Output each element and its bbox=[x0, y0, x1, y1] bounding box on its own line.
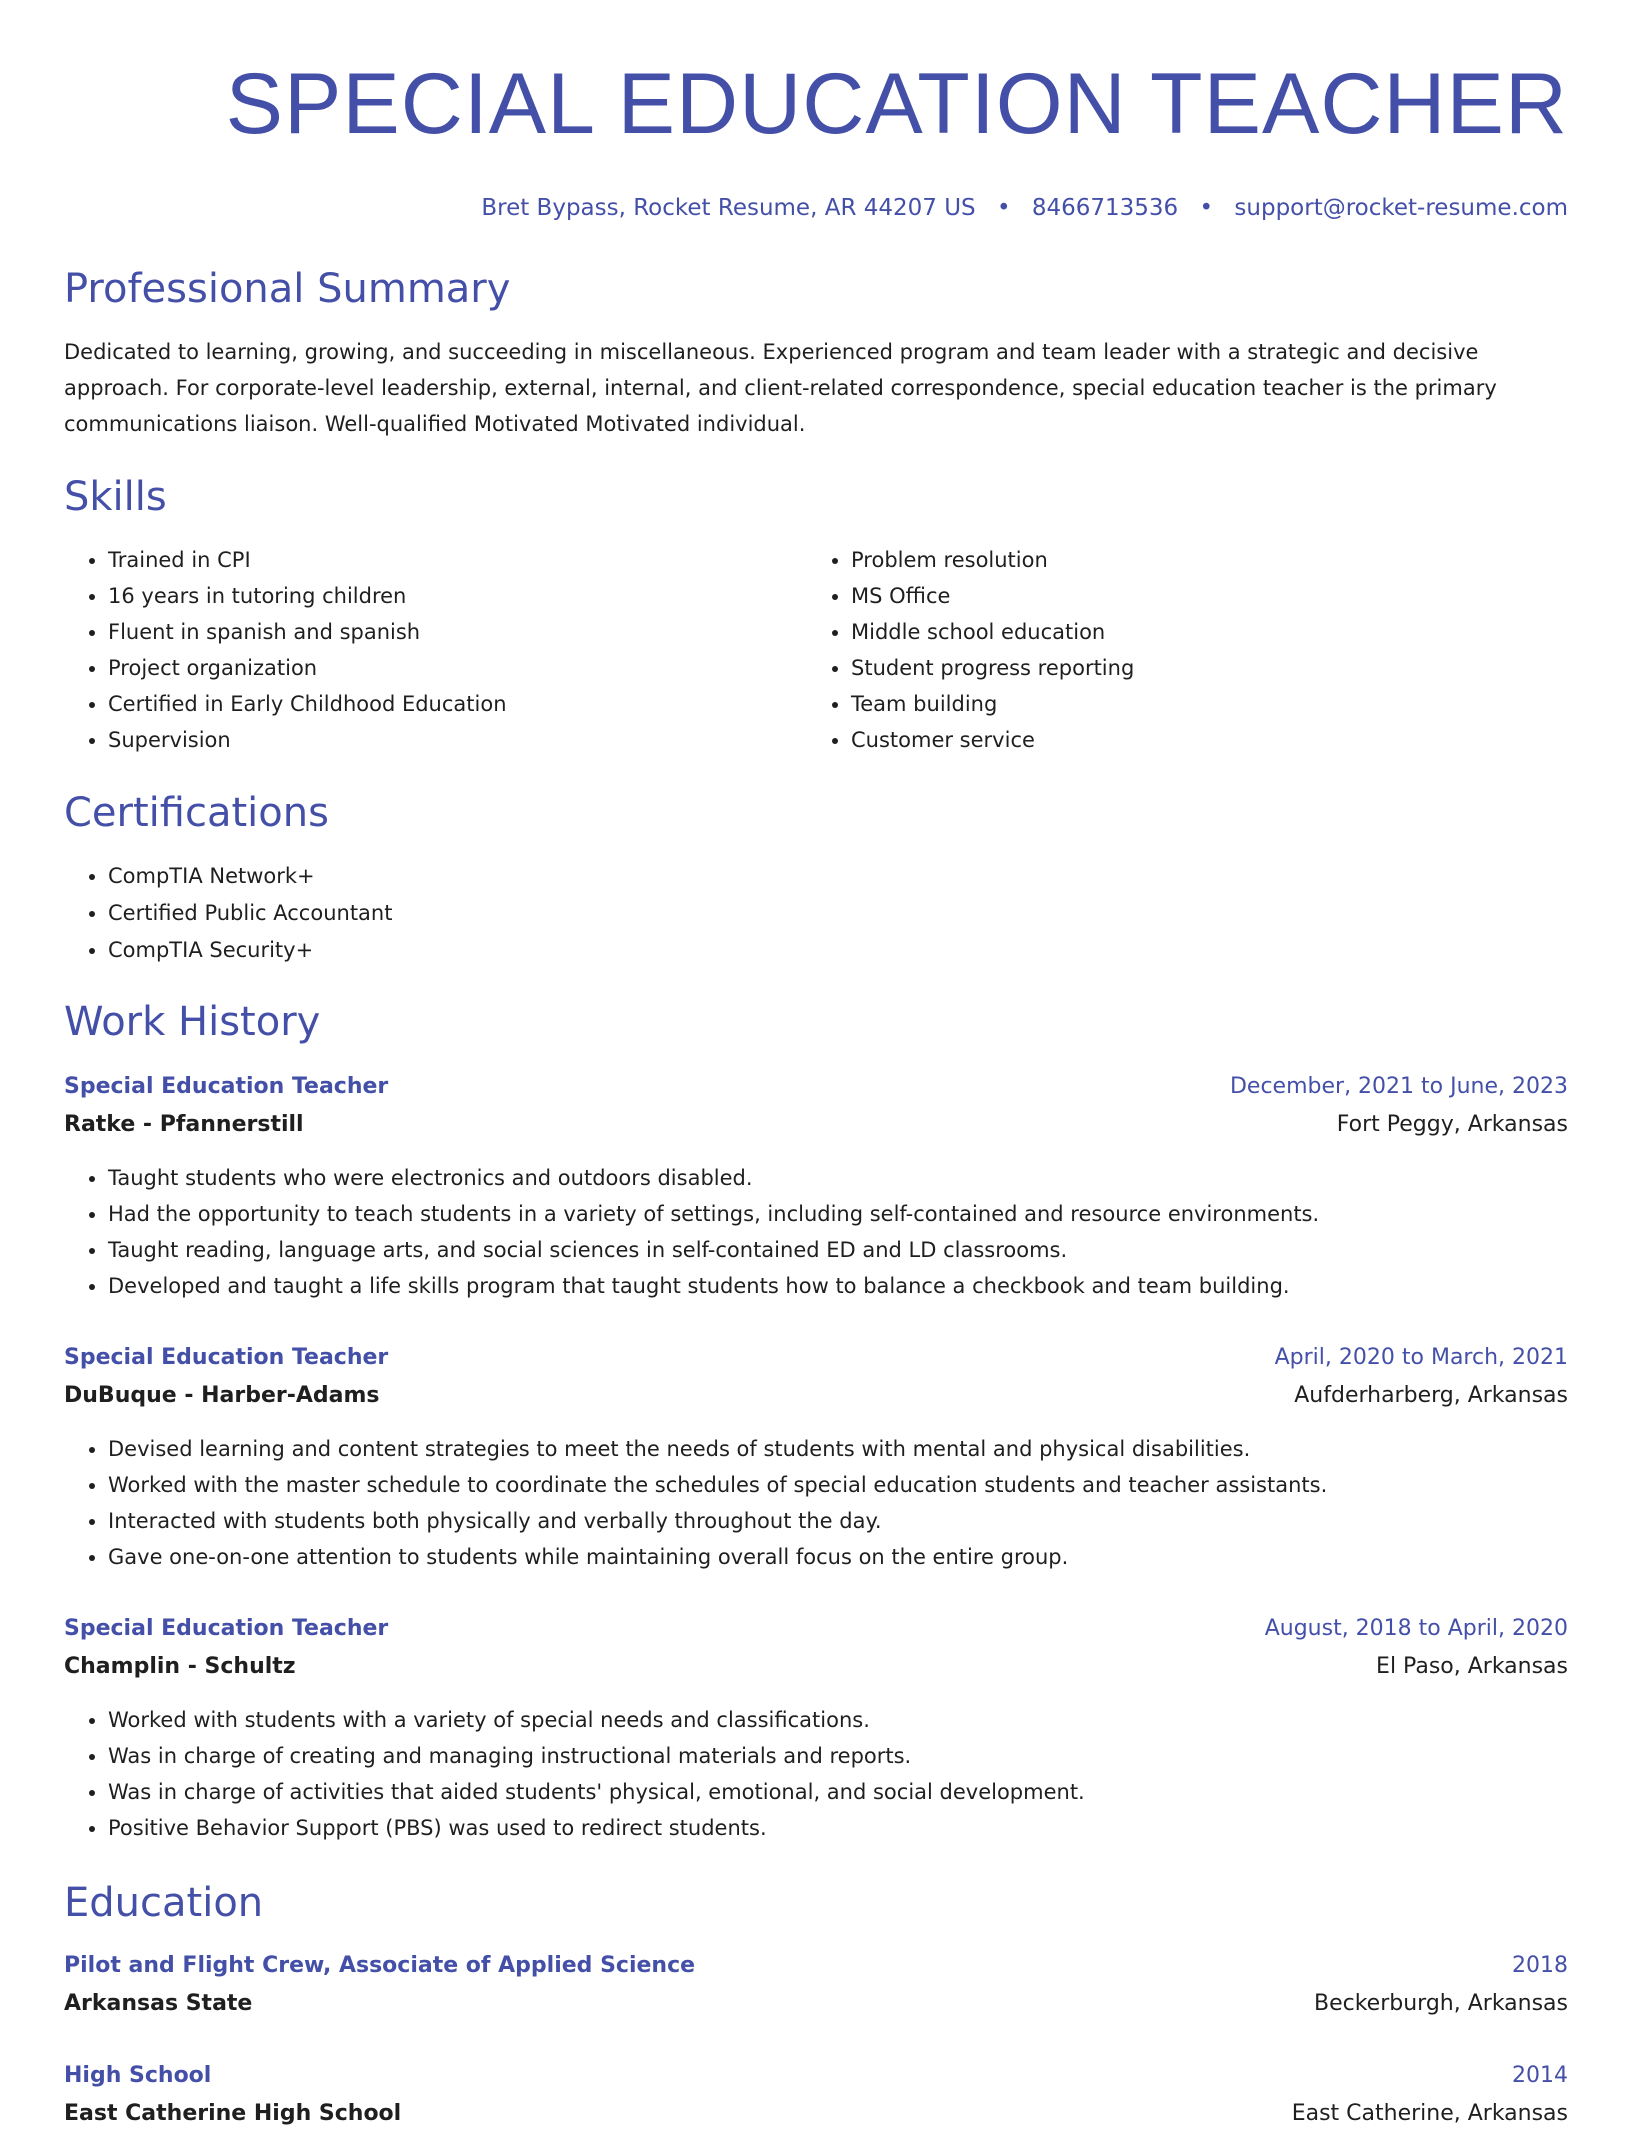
job-entry bbox=[64, 1068, 1568, 1304]
section-title-education: Education bbox=[64, 1880, 264, 1926]
skills-list-right bbox=[807, 542, 1551, 758]
skill-item: • Customer service bbox=[851, 722, 1551, 758]
education-year: 2018 bbox=[1512, 1953, 1568, 1978]
contact-separator: • bbox=[996, 195, 1011, 221]
job-bullet: • Positive Behavior Support (PBS) was used to redirect students. bbox=[108, 1810, 1568, 1846]
section-title-work-history: Work History bbox=[64, 999, 321, 1045]
skills-list-left bbox=[64, 542, 808, 758]
education-location: Beckerburgh, Arkansas bbox=[1314, 1991, 1568, 2016]
job-bullet: • Worked with the master schedule to coordinate the schedules of special education students and teacher assistants. bbox=[108, 1467, 1568, 1503]
contact-address: Bret Bypass, Rocket Resume, AR 44207 US bbox=[481, 195, 976, 221]
job-bullet: • Was in charge of creating and managing instructional materials and reports. bbox=[108, 1738, 1568, 1774]
skill-item: • Student progress reporting bbox=[851, 650, 1551, 686]
resume-page bbox=[64, 0, 1568, 2126]
section-title-certifications: Certifications bbox=[64, 790, 329, 836]
job-bullet: • Taught reading, language arts, and social sciences in self-contained ED and LD classrooms. bbox=[108, 1232, 1568, 1268]
education-school: Arkansas State bbox=[64, 1991, 253, 2016]
education-school: East Catherine High School bbox=[64, 2101, 402, 2126]
job-dates: December, 2021 to June, 2023 bbox=[1229, 1074, 1568, 1099]
skill-item: • Fluent in spanish and spanish bbox=[108, 614, 808, 650]
job-employer: DuBuque - Harber-Adams bbox=[64, 1383, 380, 1408]
summary-text: Dedicated to learning, growing, and succeeding in miscellaneous. Experienced program and team leader with a strategic and decisive approach. For corporate-level leadership, external, internal, and client-related correspondence, special education teacher is the primary communications liaison. Well-qualified Motivated Motivated individual. bbox=[64, 340, 1497, 436]
job-employer: Ratke - Pfannerstill bbox=[64, 1112, 304, 1137]
job-bullets bbox=[64, 1431, 1568, 1575]
contact-separator: • bbox=[1199, 195, 1214, 221]
skill-item: • Certified in Early Childhood Education bbox=[108, 686, 808, 722]
job-bullet: • Worked with students with a variety of special needs and classifications. bbox=[108, 1702, 1568, 1738]
skill-item: • Problem resolution bbox=[851, 542, 1551, 578]
section-title-skills: Skills bbox=[64, 474, 167, 520]
job-dates: April, 2020 to March, 2021 bbox=[1274, 1345, 1568, 1370]
job-location: Fort Peggy, Arkansas bbox=[1336, 1112, 1568, 1137]
certification-item: • CompTIA Security+ bbox=[108, 932, 392, 969]
job-bullet: • Taught students who were electronics and outdoors disabled. bbox=[108, 1160, 1568, 1196]
skill-item: • Middle school education bbox=[851, 614, 1551, 650]
job-employer: Champlin - Schultz bbox=[64, 1654, 296, 1679]
certification-item: • CompTIA Network+ bbox=[108, 858, 392, 895]
job-bullet: • Developed and taught a life skills program that taught students how to balance a checkbook and team building. bbox=[108, 1268, 1568, 1304]
contact-phone: 8466713536 bbox=[1031, 195, 1179, 221]
job-bullet: • Had the opportunity to teach students in a variety of settings, including self-contained and resource environments. bbox=[108, 1196, 1568, 1232]
resume-name: SPECIAL EDUCATION TEACHER bbox=[225, 56, 1568, 152]
contact-email: support@rocket-resume.com bbox=[1234, 195, 1568, 221]
section-title-summary: Professional Summary bbox=[64, 266, 511, 312]
certification-item: • Certified Public Accountant bbox=[108, 895, 392, 932]
job-bullet: • Interacted with students both physically and verbally throughout the day. bbox=[108, 1503, 1568, 1539]
education-degree: High School bbox=[64, 2063, 212, 2088]
certifications-list bbox=[64, 858, 392, 969]
job-entry bbox=[64, 1339, 1568, 1575]
education-location: East Catherine, Arkansas bbox=[1291, 2101, 1568, 2126]
job-bullet: • Devised learning and content strategies to meet the needs of students with mental and physical disabilities. bbox=[108, 1431, 1568, 1467]
skill-item: • 16 years in tutoring children bbox=[108, 578, 808, 614]
skill-item: • Trained in CPI bbox=[108, 542, 808, 578]
job-location: Aufderharberg, Arkansas bbox=[1294, 1383, 1568, 1408]
skill-item: • Team building bbox=[851, 686, 1551, 722]
job-dates: August, 2018 to April, 2020 bbox=[1264, 1616, 1568, 1641]
skill-item: • Project organization bbox=[108, 650, 808, 686]
job-bullet: • Was in charge of activities that aided students' physical, emotional, and social development. bbox=[108, 1774, 1568, 1810]
education-year: 2014 bbox=[1512, 2063, 1568, 2088]
skill-item: • Supervision bbox=[108, 722, 808, 758]
education-entry bbox=[64, 2057, 1568, 2133]
job-entry bbox=[64, 1610, 1568, 1846]
job-location: El Paso, Arkansas bbox=[1376, 1654, 1568, 1679]
education-entry bbox=[64, 1947, 1568, 2023]
job-bullets bbox=[64, 1160, 1568, 1304]
job-bullets bbox=[64, 1702, 1568, 1846]
contact-line bbox=[64, 192, 1568, 224]
job-title: Special Education Teacher bbox=[64, 1345, 389, 1370]
job-bullet: • Gave one-on-one attention to students while maintaining overall focus on the entire group. bbox=[108, 1539, 1568, 1575]
job-title: Special Education Teacher bbox=[64, 1074, 389, 1099]
skill-item: • MS Office bbox=[851, 578, 1551, 614]
job-title: Special Education Teacher bbox=[64, 1616, 389, 1641]
education-degree: Pilot and Flight Crew, Associate of Applied Science bbox=[64, 1953, 696, 1978]
